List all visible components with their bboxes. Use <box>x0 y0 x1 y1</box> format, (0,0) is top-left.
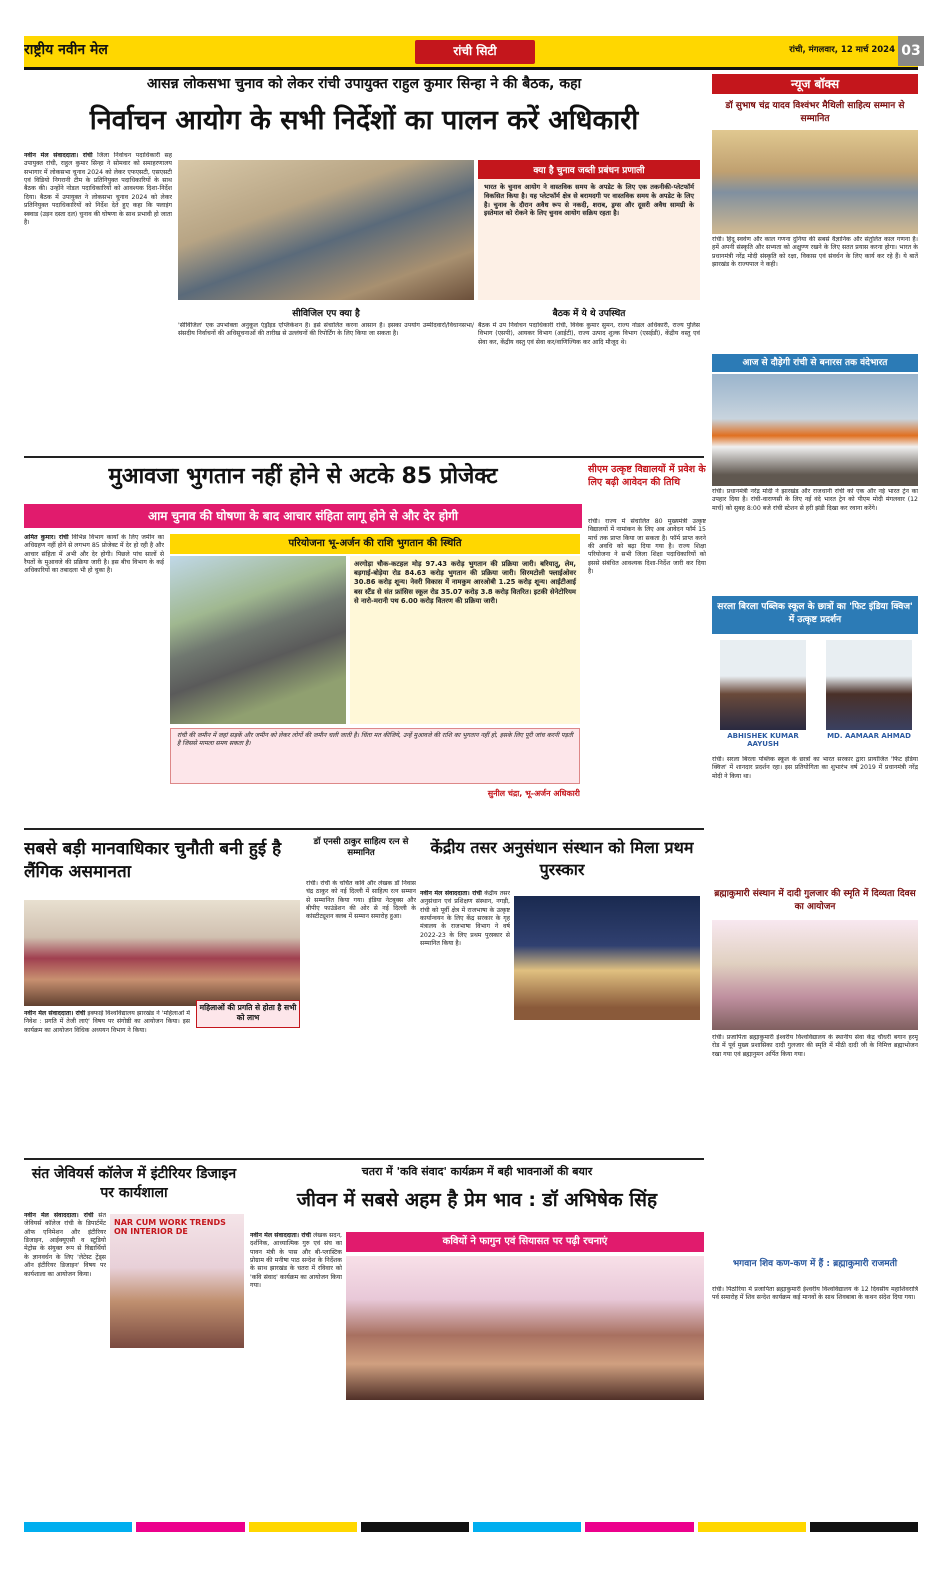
human-rights-text: इक्फाई विश्वविद्यालय झारखंड ने 'महिलाओं में निवेश : प्रगति में तेजी लाएं' विषय पर संगोष्ठी का आयोजन किया। इस कार्यक्रम का आयोजन विधिक अध्ययन विभाग ने किया। <box>24 1010 190 1034</box>
status-text: अरगोड़ा चौक-कटहल मोड़ 97.43 करोड़ भुगतान की प्रक्रिया जारी। बरियातू, लेम, बड़गाई-बोड़ेया रोड 84.63 करोड़ भुगतान की प्रक्रिया जारी। सिरमटोली फ्लाईओवर 30.86 करोड़ शून्य। नेवरी विकास में नामकुम आरओबी 1.25 करोड़ शून्य। आईटीआई बस स्टैंड से संत फ्रांसिस स्कूल रोड 35.07 करोड़ 3.8 करोड़ वितरित। इटकी सेनेटोरियम से नारो-मरानी पथ 6.00 करोड़ वितरण की प्रक्रिया जारी। <box>354 560 576 605</box>
news-item5-text: रांची। पिठोरिया में प्रजापिता ब्रह्माकुमारी ईश्वरीय विश्वविद्यालय के 12 दिवसीय महाशिवरात्रि पर्व समारोह में शिव सन्देश कार्यक्रम कई मानवों के साथ शिवबाबा के कथन संदेश दिया गया। <box>712 1286 918 1302</box>
color-swatch <box>249 1522 357 1532</box>
human-rights-caption: महिलाओं की प्रगति से होता है सभी को लाभ <box>196 1000 300 1028</box>
color-swatch <box>473 1522 581 1532</box>
status-title: परियोजना भू-अर्जन की राशि भुगतान की स्थिति <box>288 538 462 549</box>
news-item2-head: आज से दौड़ेगी रांची से बनारस तक वंदेभारत <box>742 358 888 368</box>
train-photo <box>712 374 918 486</box>
lead-column <box>24 152 172 452</box>
color-swatch <box>361 1522 469 1532</box>
lead-headline: निर्वाचन आयोग के सभी निर्देशों का पालन करें अधिकारी <box>89 105 639 136</box>
dateline: रांची, मंगलवार, 12 मार्च 2024 <box>789 45 895 55</box>
xaviers-byline: नवीन मेल संवाददाता। रांची <box>24 1212 94 1219</box>
kavi-text: लेखक सदन, दर्शनिक, आध्यात्मिक गुरु एवं संघ का पावन मंत्री के पास और बी-प्लास्टिक प्रोग्राम की मनीषा पाठ सन्देश के निर्देशक के साथ झारखंड के चतरा में रविवार को 'कवि संवाद' कार्यक्रम का आयोजन किया गया। <box>250 1232 342 1290</box>
cm-school-text: रांची। राज्य में संचालित 80 मुख्यमंत्री उत्कृष्ट विद्यालयों में नामांकन के लिए अब आवेदन फॉर्म 15 मार्च तक प्राप्त किया जा सकता है। फॉर्म प्राप्त करने की अवधि को बढ़ा दिया गया है। राज्य शिक्षा परियोजना ने सभी जिला शिक्षा पदाधिकारियों को इससे संबंधित आवश्यक दिशा-निर्देश जारी कर दिया है। <box>588 518 706 576</box>
kavi-headline: जीवन में सबसे अहम है प्रेम भाव : डॉ अभिषेक सिंह <box>296 1189 658 1211</box>
section-label: रांची सिटी <box>453 44 497 58</box>
second-body: विभिन्न विभाग कार्यों के लिए जमीन का अधिग्रहण नहीं होने से लगभग 85 प्रोजेक्ट में देर हो रही है और आचार संहिता में अभी और देर होगी। पिछले पांच सालों से रैयतों के मुआवजे की प्रक्रिया जारी है। इस बीच विभाग के कई अधिकारियों का तबादला भी हो चुका है। <box>24 534 164 575</box>
silk-column <box>420 890 510 1040</box>
xaviers-text: संत जेवियर्स कॉलेज रांची के डिपार्टमेंट ऑफ एनिमेशन और इंटीरियर डिजाइन, आईक्यूएसी व स्टूडियो मेट्रोस के संयुक्त रूप से विद्यार्थियों के ज्ञानवर्धन के लिए 'लेटेस्ट ट्रेंड्स ऑन इंटीरियर डिजाइन' विषय पर कार्यशाला का आयोजन किया। <box>24 1212 106 1278</box>
status-header <box>170 534 580 554</box>
workshop-photo <box>110 1214 244 1348</box>
kavi-byline: नवीन मेल संवाददाता। रांची <box>250 1232 312 1239</box>
election-box <box>478 160 700 300</box>
news-box-header <box>712 74 918 94</box>
color-swatch <box>136 1522 244 1532</box>
silk-headline: केंद्रीय तसर अनुसंधान संस्थान को मिला प्रथम पुरस्कार <box>430 838 694 879</box>
quote-author: सुनील चंद्रा, भू-अर्जन अधिकारी <box>487 789 580 798</box>
divider <box>24 1158 704 1160</box>
xaviers-column <box>24 1212 106 1512</box>
student1-name: ABHISHEK KUMAR AAYUSH <box>727 732 799 748</box>
xaviers-headline: संत जेवियर्स कॉलेज में इंटीरियर डिजाइन पर कार्यशाला <box>31 1166 237 1201</box>
meeting-text: बैठक में उप निर्वाचन पदाधिकारी रांची, विवेक कुमार सुमन, राज्य नोडल अधिकारी, राज्य पुलिस विभाग (एसपी), आयकर विभाग (आईटी), राज्य उत्पाद शुल्क विभाग (एसईडी), केंद्रीय वस्तु एवं सेवा कर, केंद्रीय वस्तु एवं सेवा कर/वाणिज्यिक कर आदि मौजूद थे। <box>478 322 700 346</box>
kavi-strap: कवियों ने फागुन एवं सियासत पर पढ़ी रचनाएं <box>346 1232 704 1252</box>
workshop-banner: NAR CUM WORK TRENDS ON INTERIOR DE <box>114 1218 226 1236</box>
cvigil-text: 'सीविजिल' एक उपभोक्ता अनुकूल एंड्रॉइड एप्लिकेशन है। इसे संचालित करना आसान है। इसका उपयोग उम्मीदवारों/विधानसभा/संसदीय निर्वाचनों की अधिसूचनाओं की तारीख से उल्लंघनों की रिपोर्टिंग के लिए किया जा सकता है। <box>178 322 474 338</box>
lead-kicker: आसन्न लोकसभा चुनाव को लेकर रांची उपायुक्त राहुल कुमार सिन्हा ने की बैठक, कहा <box>146 76 582 92</box>
masthead-section <box>415 40 535 64</box>
news-item1-text: रांची। हिंदू स्वर्वण और काल गणना दुनिया की सबसे वैज्ञानिक और संतुलित काल गणना है। हमें अपनी संस्कृति और सभ्यता को अक्षुण्ण रखने के लिए सतत प्रयास करना होगा। भारत के प्रधानमंत्री नरेंद्र मोदी संस्कृति को रक्षा, विकास एवं संवर्धन के लिए कार्य कर रहे हैं। ये बातें झारखंड के राज्यपाल ने कही। <box>712 236 918 269</box>
color-swatch <box>810 1522 918 1532</box>
news-item1-head: डॉ सुभाष चंद्र यादव विश्वंभर मैथिली साहित्य सम्मान से सम्मानित <box>725 101 905 124</box>
color-swatch <box>698 1522 806 1532</box>
election-box-text: भारत के चुनाव आयोग ने वास्तविक समय के अपडेट के लिए एक तकनीकी-प्लेटफॉर्म विकसित किया है। यह प्लेटफॉर्म क्षेत्र से बरामदगी पर वास्तविक समय के अपडेट के लिए है। चुनाव के दौरान अवैध रूप से नकदी, शराब, ड्रग्स और दूसरी अवैध सामग्री के इस्तेमाल को रोकने के लिए चुनाव आयोग सक्रिय रहता है। <box>484 183 694 218</box>
student2-photo <box>826 640 912 730</box>
seminar-photo <box>24 900 300 1006</box>
election-box-title: क्या है चुनाव जब्ती प्रबंधन प्रणाली <box>478 160 700 179</box>
second-byline: अमित कुमार। रांची <box>24 534 69 541</box>
lead-body: जिला निर्वाचन पदाधिकारी सह उपायुक्त रांची, राहुल कुमार सिन्हा ने सोमवार को समाहरणालय सभागार में लोकसभा चुनाव 2024 को लेकर एफएसटी, एसएसटी एवं विडियो निगरानी टीम के प्रतिनियुक्त पदाधिकारियों के साथ बैठक की। उन्होंने नोडल पदाधिकारियों को आवश्यक दिशा-निर्देश दिया। बैठक में उपायुक्त ने लोकसभा चुनाव 2024 को लेकर प्रतिनियुक्त पदाधिकारियों को निर्देश देते हुए कहा कि फ्लाइंग स्क्वाड (उड़न दस्ता दल) चुनाव की घोषणा के साथ प्रभावी हो जाता है। <box>24 152 172 226</box>
color-swatch <box>585 1522 693 1532</box>
student1-photo <box>720 640 806 730</box>
road-photo <box>170 556 346 724</box>
kavi-kicker: चतरा में 'कवि संवाद' कार्यक्रम में बही भावनाओं की बयार <box>361 1165 593 1178</box>
kavi-column <box>250 1232 342 1512</box>
registration-bar <box>24 1522 918 1532</box>
human-rights-headline: सबसे बड़ी मानवाधिकार चुनौती बनी हुई है लैंगिक असमानता <box>24 839 282 882</box>
page-number: 03 <box>898 36 924 66</box>
status-box <box>350 556 580 724</box>
silk-text: केंद्रीय तसर अनुसंधान एवं प्रशिक्षण संस्थान, नगड़ी, रांची को पूर्वी क्षेत्र में राजभाषा के उत्कृष्ट कार्यान्वयन के लिए केंद्र सरकार के गृह मंत्रालय के राजभाषा विभाग ने वर्ष 2022-23 के लिए प्रथम पुरस्कार से सम्मानित किया है। <box>420 890 510 948</box>
divyata-photo <box>712 920 918 1030</box>
cm-school-headline: सीएम उत्कृष्ट विद्यालयों में प्रवेश के लिए बढ़ी आवेदन की तिथि <box>588 464 706 488</box>
divider <box>24 828 704 830</box>
news-item2-text: रांची। प्रधानमंत्री नरेंद्र मोदी ने झारखंड और राजधानी रांची को एक और नई भारत ट्रेन का उपहार दिया है। रांची-वाराणसी के लिए नई वंदे भारत ट्रेन को पीएम मोदी मंगलवार (12 मार्च) को सुबह 8:00 बजे रांची स्टेशन से हरी झंडी दिखा कर रवाना करेंगे। <box>712 488 918 512</box>
meeting-photo <box>178 160 474 300</box>
quote-box <box>170 728 580 784</box>
second-strap: आम चुनाव की घोषणा के बाद आचार संहिता लागू होने से और देर होगी <box>24 504 582 528</box>
meeting-title: बैठक में ये थे उपस्थित <box>552 309 626 319</box>
cvigil-title: सीविजिल एप क्या है <box>292 309 360 319</box>
silk-byline: नवीन मेल संवाददाता। रांची <box>420 890 482 897</box>
second-headline: मुआवजा भुगतान नहीं होने से अटके 85 प्रोजेक्ट <box>108 464 498 489</box>
human-rights-byline: नवीन मेल संवाददाता। रांची <box>24 1010 86 1017</box>
quote-text: रांची की जमीन में जहां सड़कें और जमीन को लेकर लोगों की जमीन चली जाती है। चिंता मत कीजिये, उन्हें मुआवजे की राशि का भुगतान नहीं हो, इसके लिए पूरी जांच करनी पड़ती है जिससे मामला समय सकता है। <box>177 732 573 748</box>
news-item4-text: रांची। प्रजापिता ब्रह्माकुमारी ईश्वरीय विश्वविद्यालय के स्थानीय सेवा केंद्र चौधरी बगान हरमू रोड में पूर्व मुख्य प्रशासिका दादी गुलजार की स्मृति में मीठी दादी जी के निमित्त ब्रह्माभोजन रखा गया एवं ब्रह्मानुमन अर्पित किया गया। <box>712 1034 918 1058</box>
news-item4-head: ब्रह्माकुमारी संस्थान में दादी गुलजार की स्मृति में दिव्यता दिवस का आयोजन <box>714 889 916 912</box>
news-item2-header <box>712 354 918 372</box>
human-rights-column-a <box>24 1010 190 1156</box>
divider <box>24 456 704 458</box>
color-swatch <box>24 1522 132 1532</box>
thakur-headline: डॉ एनसी ठाकुर साहित्य रत्न से सम्मानित <box>313 837 409 858</box>
second-column <box>24 534 164 824</box>
award-photo <box>712 130 918 234</box>
news-box-title: न्यूज बॉक्स <box>790 77 840 91</box>
poets-photo <box>346 1256 704 1400</box>
thakur-text: रांची। रांची के चर्चित कवि और लेखक डॉ निवास चंद्र ठाकुर को नई दिल्ली में साहित्य रत्न सम्मान से सम्मानित किया गया। इंडिया नेटबुक्स और बीपीए फाउंडेशन की ओर से नई दिल्ली के कांस्टीट्यूशन क्लब में सम्मान समारोह हुआ। <box>306 880 416 921</box>
student2-name: MD. AAMAAR AHMAD <box>827 732 911 740</box>
news-item3-text: रांची। सरला बिरला पब्लिक स्कूल के छात्रों का भारत सरकार द्वारा प्रायोजित 'फिट इंडिया क्विज' में शानदार प्रदर्शन रहा। इस प्रतियोगिता का शुभारंभ वर्ष 2019 में प्रधानमंत्री नरेंद्र मोदी ने किया था। <box>712 756 918 780</box>
award-ceremony-photo <box>514 896 700 1020</box>
news-item5-head: भगवान शिव कण-कण में हैं : ब्रह्माकुमारी राजमती <box>732 1259 898 1269</box>
masthead-logo: राष्ट्रीय नवीन मेल <box>24 42 108 58</box>
news-item3-head: सरला बिरला पब्लिक स्कूल के छात्रों का 'फिट इंडिया क्विज' में उत्कृष्ट प्रदर्शन <box>712 596 918 634</box>
lead-byline: नवीन मेल संवाददाता। रांची <box>24 152 93 159</box>
